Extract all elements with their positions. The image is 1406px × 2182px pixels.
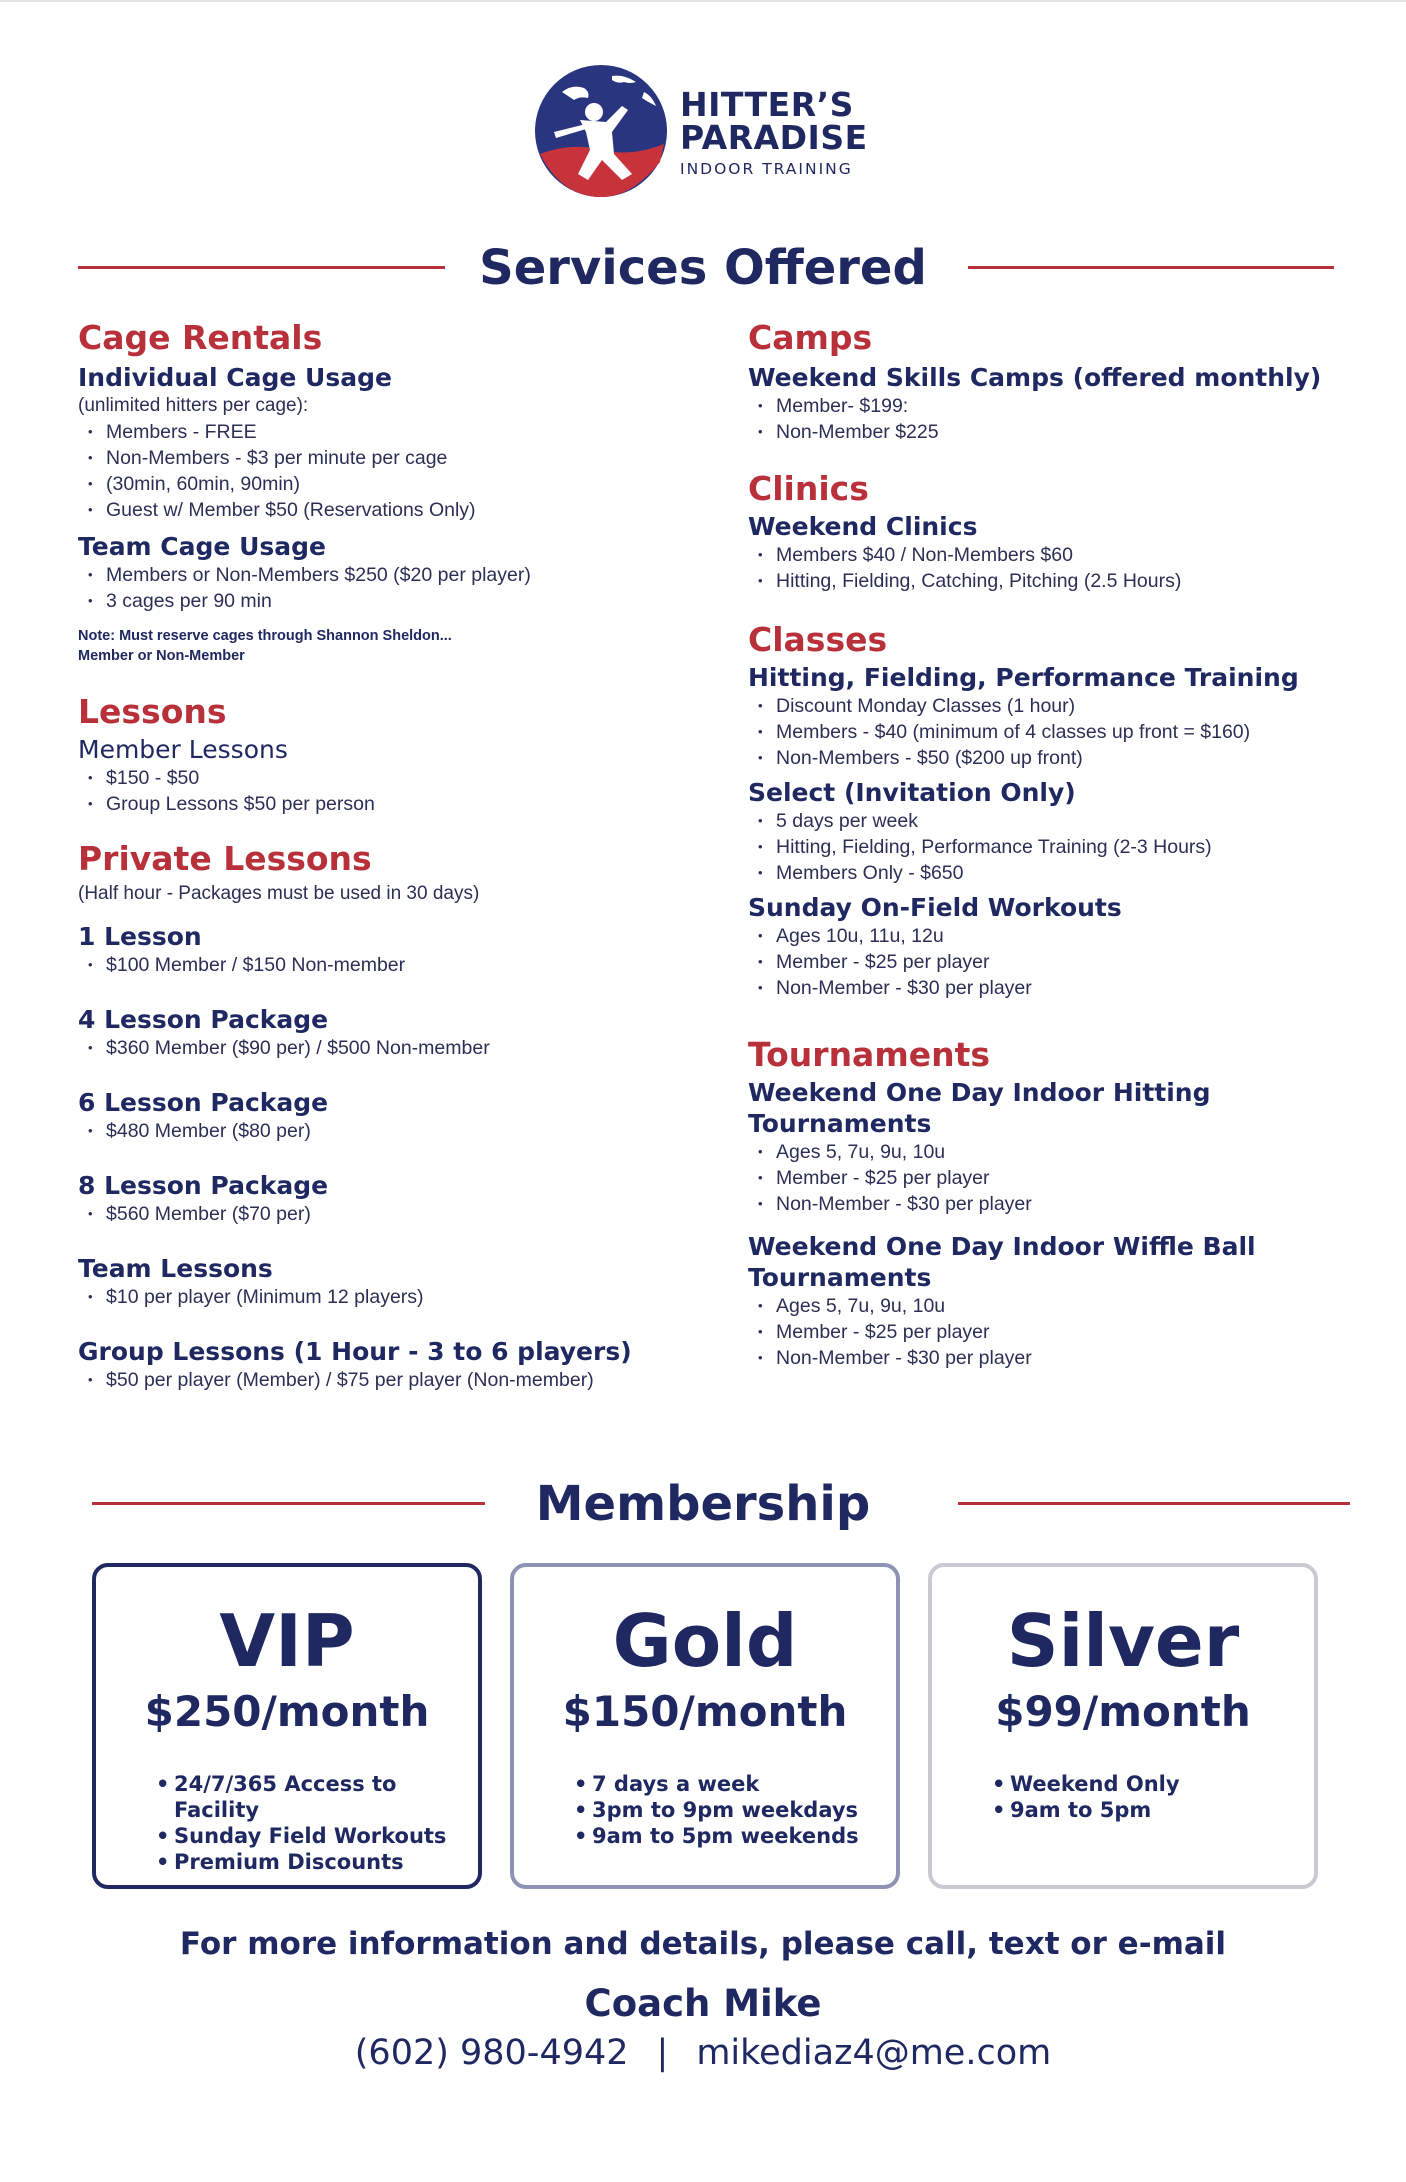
membership-header (0, 1474, 1406, 1534)
list-item: • Member- $199: (756, 393, 1368, 419)
list-item: • Members $40 / Non-Members $60 (756, 542, 1368, 568)
individual-cage-usage-list (78, 419, 698, 523)
feature-item: • Premium Discounts (154, 1849, 478, 1875)
phone-number-link[interactable]: (602) 980-4942 (354, 2033, 629, 2073)
camps-sub-title: Weekend Skills Camps (offered monthly) (748, 363, 1322, 392)
category-classes: Classes (748, 620, 888, 659)
membership-card-vip (92, 1563, 482, 1889)
team-cage-usage-title: Team Cage Usage (78, 532, 326, 561)
private-block-list (78, 952, 698, 978)
list-item: • Guest w/ Member $50 (Reservations Only) (86, 497, 698, 523)
classes-block-list (748, 693, 1368, 771)
list-item: • Non-Member - $30 per player (756, 975, 1368, 1001)
membership-card-gold (510, 1563, 900, 1889)
list-item: • Members - $40 (minimum of 4 classes up front = $160) (756, 719, 1368, 745)
private-block-title: 1 Lesson (78, 922, 202, 951)
list-item: • Ages 5, 7u, 9u, 10u (756, 1293, 1368, 1319)
category-private-lessons: Private Lessons (78, 839, 372, 878)
feature-item: • Sunday Field Workouts (154, 1823, 478, 1849)
list-item: • $100 Member / $150 Non-member (86, 952, 698, 978)
list-item: • Hitting, Fielding, Catching, Pitching (2.5 Hours) (756, 568, 1368, 594)
category-lessons: Lessons (78, 692, 227, 731)
services-left-column (78, 318, 698, 1393)
contact-details (0, 2028, 1406, 2078)
contact-info-line: For more information and details, please call, text or e-mail (179, 1926, 1227, 1962)
list-item-continuation: • (30min, 60min, 90min) (86, 471, 698, 497)
individual-cage-usage-sub: (unlimited hitters per cage): (78, 395, 309, 416)
classes-block-title: Hitting, Fielding, Performance Training (748, 663, 1299, 692)
member-lessons-title: Member Lessons (78, 735, 288, 764)
list-item: • $10 per player (Minimum 12 players) (86, 1284, 698, 1310)
brand-tagline: INDOOR TRAINING (680, 160, 853, 178)
team-cage-usage-list (78, 562, 698, 614)
tournament-block-list (748, 1139, 1368, 1217)
services-right-column (748, 318, 1368, 1371)
list-item: • Non-Members - $3 per minute per cage (86, 445, 698, 471)
tier-name: VIP (219, 1599, 355, 1683)
private-block-title: 6 Lesson Package (78, 1088, 329, 1117)
cage-note-line2: Member or Non-Member (78, 648, 245, 664)
camps-list (748, 393, 1368, 445)
tier-name: Silver (1006, 1599, 1240, 1683)
list-item: • Non-Member - $30 per player (756, 1345, 1368, 1371)
private-block-list (78, 1035, 698, 1061)
private-block-list (78, 1118, 698, 1144)
private-block-title: 8 Lesson Package (78, 1171, 329, 1200)
tier-price: $250/month (144, 1687, 430, 1736)
tournament-block-title: Weekend One Day Indoor Wiffle Ball (748, 1232, 1256, 1261)
list-item: • Members - FREE (86, 419, 698, 445)
list-item: • $480 Member ($80 per) (86, 1118, 698, 1144)
list-item: • $50 per player (Member) / $75 per player (Non-member) (86, 1367, 698, 1393)
individual-cage-usage-title: Individual Cage Usage (78, 363, 392, 392)
list-item: • Discount Monday Classes (1 hour) (756, 693, 1368, 719)
private-block-list (78, 1201, 698, 1227)
classes-block-title: Select (Invitation Only) (748, 778, 1076, 807)
category-camps: Camps (748, 318, 873, 357)
private-block-title: Team Lessons (78, 1254, 273, 1283)
private-lessons-sub: (Half hour - Packages must be used in 30 days) (78, 883, 480, 904)
brand-wordmark (680, 85, 868, 178)
list-item: • Ages 5, 7u, 9u, 10u (756, 1139, 1368, 1165)
private-block-title: Group Lessons (1 Hour - 3 to 6 players) (78, 1337, 632, 1366)
email-link[interactable]: mikediaz4@me.com (696, 2033, 1052, 2073)
clinics-list (748, 542, 1368, 594)
category-tournaments: Tournaments (748, 1035, 991, 1074)
list-item: • 3 cages per 90 min (86, 588, 698, 614)
list-item: • Member - $25 per player (756, 949, 1368, 975)
list-item: • $560 Member ($70 per) (86, 1201, 698, 1227)
tier-price: $150/month (562, 1687, 848, 1736)
private-block-list (78, 1284, 698, 1310)
member-lessons-list (78, 765, 698, 817)
list-item: • Group Lessons $50 per person (86, 791, 698, 817)
tier-price: $99/month (995, 1687, 1251, 1736)
classes-block-list (748, 808, 1368, 886)
tier-features (96, 1771, 478, 1875)
list-item: • $360 Member ($90 per) / $500 Non-member (86, 1035, 698, 1061)
membership-title: Membership (535, 1476, 871, 1532)
feature-item: • 9am to 5pm weekends (572, 1823, 896, 1849)
brand-logo (532, 62, 888, 200)
list-item: • 5 days per week (756, 808, 1368, 834)
list-item: • Non-Member - $30 per player (756, 1191, 1368, 1217)
feature-item: • 9am to 5pm (990, 1797, 1314, 1823)
feature-item: • 3pm to 9pm weekdays (572, 1797, 896, 1823)
tournament-block-list (748, 1293, 1368, 1371)
top-edge (0, 0, 1406, 2)
brand-name-line1: HITTER’S (680, 85, 854, 124)
tournament-block-title-cont: Tournaments (748, 1109, 932, 1138)
category-clinics: Clinics (748, 469, 869, 508)
feature-item: • Weekend Only (990, 1771, 1314, 1797)
list-item: • Member - $25 per player (756, 1319, 1368, 1345)
contact-name: Coach Mike (584, 1982, 822, 2025)
list-item: • Non-Members - $50 ($200 up front) (756, 745, 1368, 771)
private-block-list (78, 1367, 698, 1393)
membership-card-silver (928, 1563, 1318, 1889)
tier-features (514, 1771, 896, 1849)
list-item: • $150 - $50 (86, 765, 698, 791)
contact-separator: | (656, 2033, 669, 2073)
brand-name-line2: PARADISE (680, 118, 868, 157)
services-header (0, 238, 1406, 298)
clinics-sub-title: Weekend Clinics (748, 512, 978, 541)
private-block-title: 4 Lesson Package (78, 1005, 329, 1034)
category-cage-rentals: Cage Rentals (78, 318, 323, 357)
tier-features (932, 1771, 1314, 1823)
list-item: • Hitting, Fielding, Performance Training (2-3 Hours) (756, 834, 1368, 860)
cage-note-line1: Note: Must reserve cages through Shannon Sheldon... (78, 628, 452, 644)
services-title: Services Offered (479, 240, 927, 296)
feature-item: • 7 days a week (572, 1771, 896, 1797)
list-item: • Member - $25 per player (756, 1165, 1368, 1191)
batter-emblem-icon (532, 62, 670, 200)
list-item: • Members or Non-Members $250 ($20 per player) (86, 562, 698, 588)
tournament-block-title-cont: Tournaments (748, 1263, 932, 1292)
list-item: • Non-Member $225 (756, 419, 1368, 445)
feature-item: • 24/7/365 Access to Facility (154, 1771, 478, 1823)
classes-block-title: Sunday On-Field Workouts (748, 893, 1122, 922)
list-item: • Members Only - $650 (756, 860, 1368, 886)
classes-block-list (748, 923, 1368, 1001)
tier-name: Gold (612, 1599, 798, 1683)
tournament-block-title: Weekend One Day Indoor Hitting (748, 1078, 1211, 1107)
list-item: • Ages 10u, 11u, 12u (756, 923, 1368, 949)
